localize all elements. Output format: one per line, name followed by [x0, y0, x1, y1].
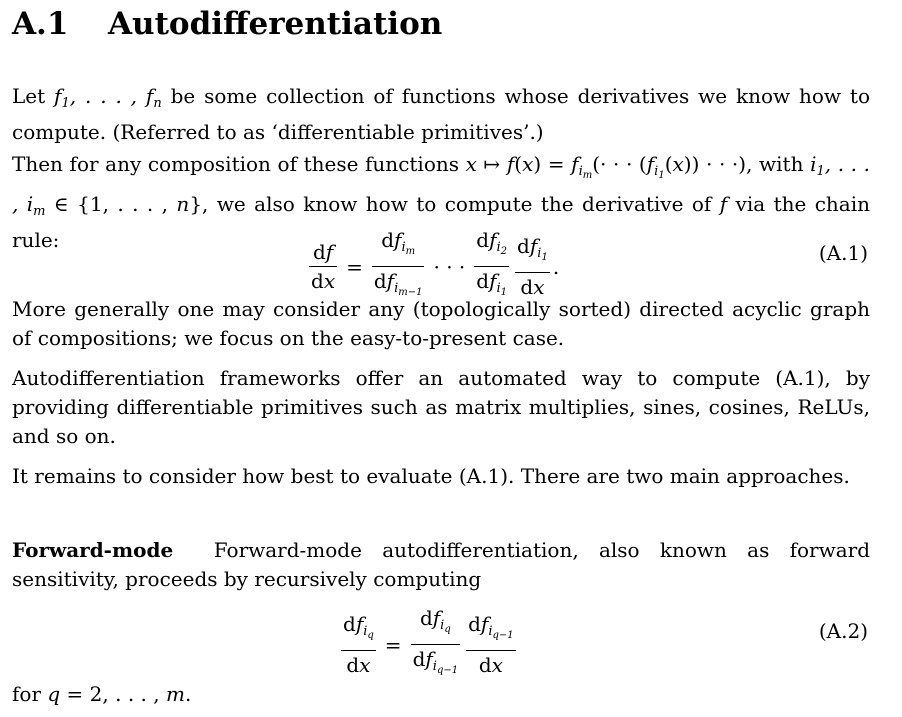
paragraph-composition: Then for any composition of these functions x ↦ $f(x) = f_{i_m}(\cdot$ · · $(f_{i_1}(x))$ · · ·), with $i_1$, . . . , $i_m$ ∈ {1, . . . , n}, we also know how to compute the derivative of f via the chain rule:: [12, 152, 871, 252]
equation-a2-label: (A.2): [818, 619, 868, 643]
section-title: Autodifferentiation: [108, 6, 443, 42]
paragraph-approaches: It remains to consider how best to evaluate (A.1). There are two main approaches.: [12, 464, 850, 488]
paragraph-frameworks: Autodifferentiation frameworks offer an automated way to compute (A.1), by providing differentiable primitives such as matrix multiplies, sines, cosines, ReLUs, and so on.: [12, 366, 870, 448]
paragraph-general: More generally one may consider any (topologically sorted) directed acyclic graph of compositions; we focus on the easy-to-present case.: [12, 297, 870, 350]
section-number: A.1: [12, 6, 69, 42]
section-heading: [12, 2, 442, 46]
forward-mode-heading: Forward-mode: [12, 538, 174, 562]
paragraph-forward-mode: Forward-mode Forward-mode autodifferentiation, also known as forward sensitivity, proceeds by recursively computing: [12, 538, 871, 591]
math-index-set: $i_1$, . . . , $i_m$ ∈ {1, . . . , n}: [12, 152, 871, 219]
equation-a1-body: $\frac{df}{dx}$ = $\frac{df_{i_m}}{df_{i_{m-1}}}$ · · · $\frac{df_{i_2}}{df_{i_1}}$ $\frac{df_{i_1}}{dx}$ .: [311, 228, 560, 299]
math-functions-list: $f_1$, . . . , $f_n$: [54, 84, 162, 111]
paragraph-range: for q = 2, . . . , m.: [12, 682, 192, 706]
math-range: q = 2, . . . , m: [47, 682, 185, 706]
equation-a1-label: (A.1): [818, 241, 868, 265]
paragraph-intro: Let $f_1$, . . . , $f_n$ be some collection of functions whose derivatives we know how to compute. (Referred to as ‘differentiable primitives’.): [12, 84, 871, 144]
equation-a2-body: $\frac{df_{i_q}}{dx}$ = $\frac{df_{i_q}}{df_{i_{q-1}}}$ $\frac{df_{i_{q-1}}}{dx}$: [343, 606, 514, 677]
equation-a1: [0, 226, 902, 299]
math-composition: x ↦ $f(x) = f_{i_m}(\cdot$ · · $(f_{i_1}(x))$ · · ·): [465, 152, 747, 181]
equation-a2: [0, 604, 902, 677]
